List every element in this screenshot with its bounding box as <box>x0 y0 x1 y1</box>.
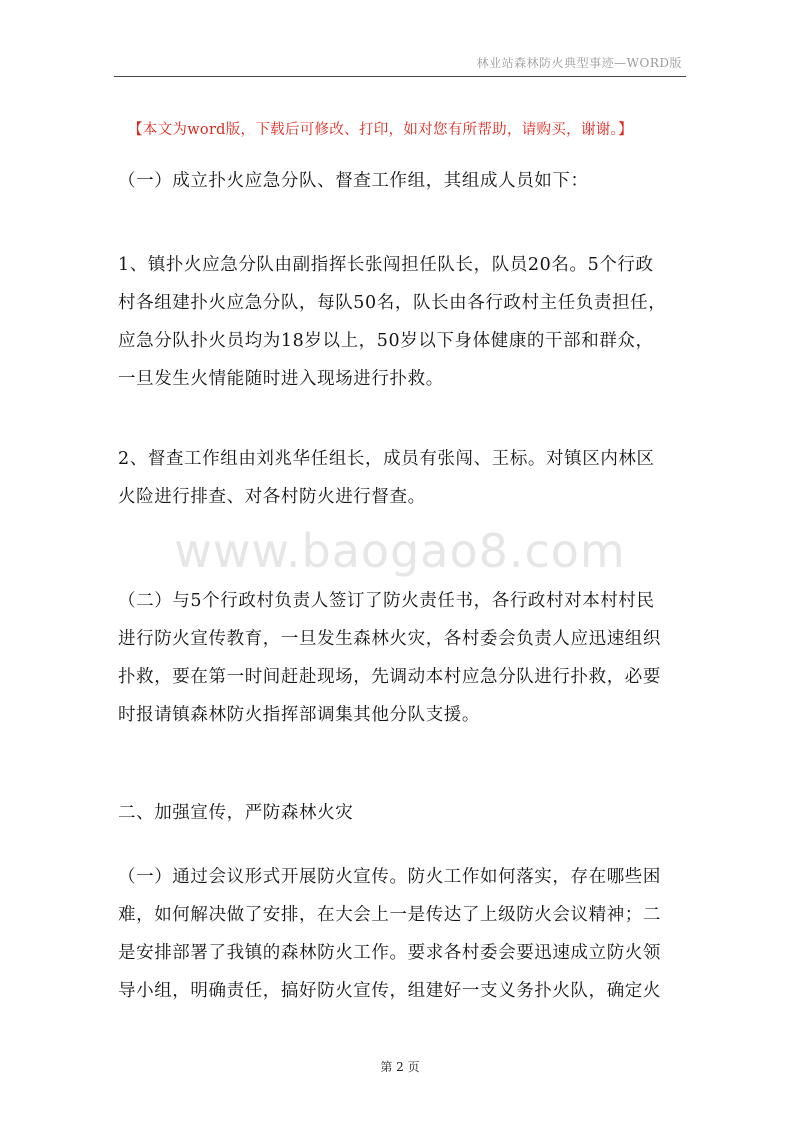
header-title: 林业站森林防火典型事迹—WORD版 <box>476 56 682 70</box>
text-line: 火险进行排查、对各村防火进行督查。 <box>118 487 426 507</box>
text-line: 导小组，明确责任，搞好防火宣传，组建好一支义务扑火队，确定火 <box>118 981 661 1001</box>
text-line: 扑救，要在第一时间赶赴现场，先调动本村应急分队进行扑救，必要 <box>118 667 661 687</box>
text-line: （二）与5个行政村负责人签订了防火责任书，各行政村对本村村民 <box>118 591 655 611</box>
text-line: 1、镇扑火应急分队由副指挥长张闯担任队长，队员20名。5个行政 <box>118 255 654 275</box>
text-line: 应急分队扑火员均为18岁以上，50岁以下身体健康的干部和群众， <box>118 331 654 351</box>
paragraph-emergency-team <box>118 246 690 398</box>
header-rule <box>114 76 686 77</box>
text-line: 一旦发生火情能随时进入现场进行扑救。 <box>118 369 444 389</box>
text-line: 村各组建扑火应急分队，每队50名，队长由各行政村主任负责担任， <box>118 293 667 313</box>
text-line: （一）成立扑火应急分队、督查工作组，其组成人员如下： <box>118 171 589 191</box>
page-number: 第 2 页 <box>380 1060 420 1074</box>
paragraph-section-one-heading <box>118 162 690 200</box>
text-line: 时报请镇森林防火指挥部调集其他分队支援。 <box>118 705 480 725</box>
purchase-notice: 【本文为word版，下载后可修改、打印，如对您有所帮助，请购买，谢谢。】 <box>128 122 633 138</box>
paragraph-responsibility-letter <box>118 582 690 734</box>
paragraph-inspection-group <box>118 440 690 516</box>
text-line: 难，如何解决做了安排，在大会上一是传达了上级防火会议精神；二 <box>118 905 661 925</box>
paragraph-section-two-heading <box>118 794 690 832</box>
text-line: 是安排部署了我镇的森林防火工作。要求各村委会要迅速成立防火领 <box>118 943 661 963</box>
text-line: （一）通过会议形式开展防火宣传。防火工作如何落实，存在哪些困 <box>118 867 661 887</box>
text-line: 进行防火宣传教育，一旦发生森林火灾，各村委会负责人应迅速组织 <box>118 629 661 649</box>
text-line: 2、督查工作组由刘兆华任组长，成员有张闯、王标。对镇区内林区 <box>118 449 655 469</box>
paragraph-meeting-publicity <box>118 858 690 1010</box>
watermark: www.baogao8.com <box>174 524 626 578</box>
text-line: 二、加强宣传，严防森林火灾 <box>118 803 354 823</box>
